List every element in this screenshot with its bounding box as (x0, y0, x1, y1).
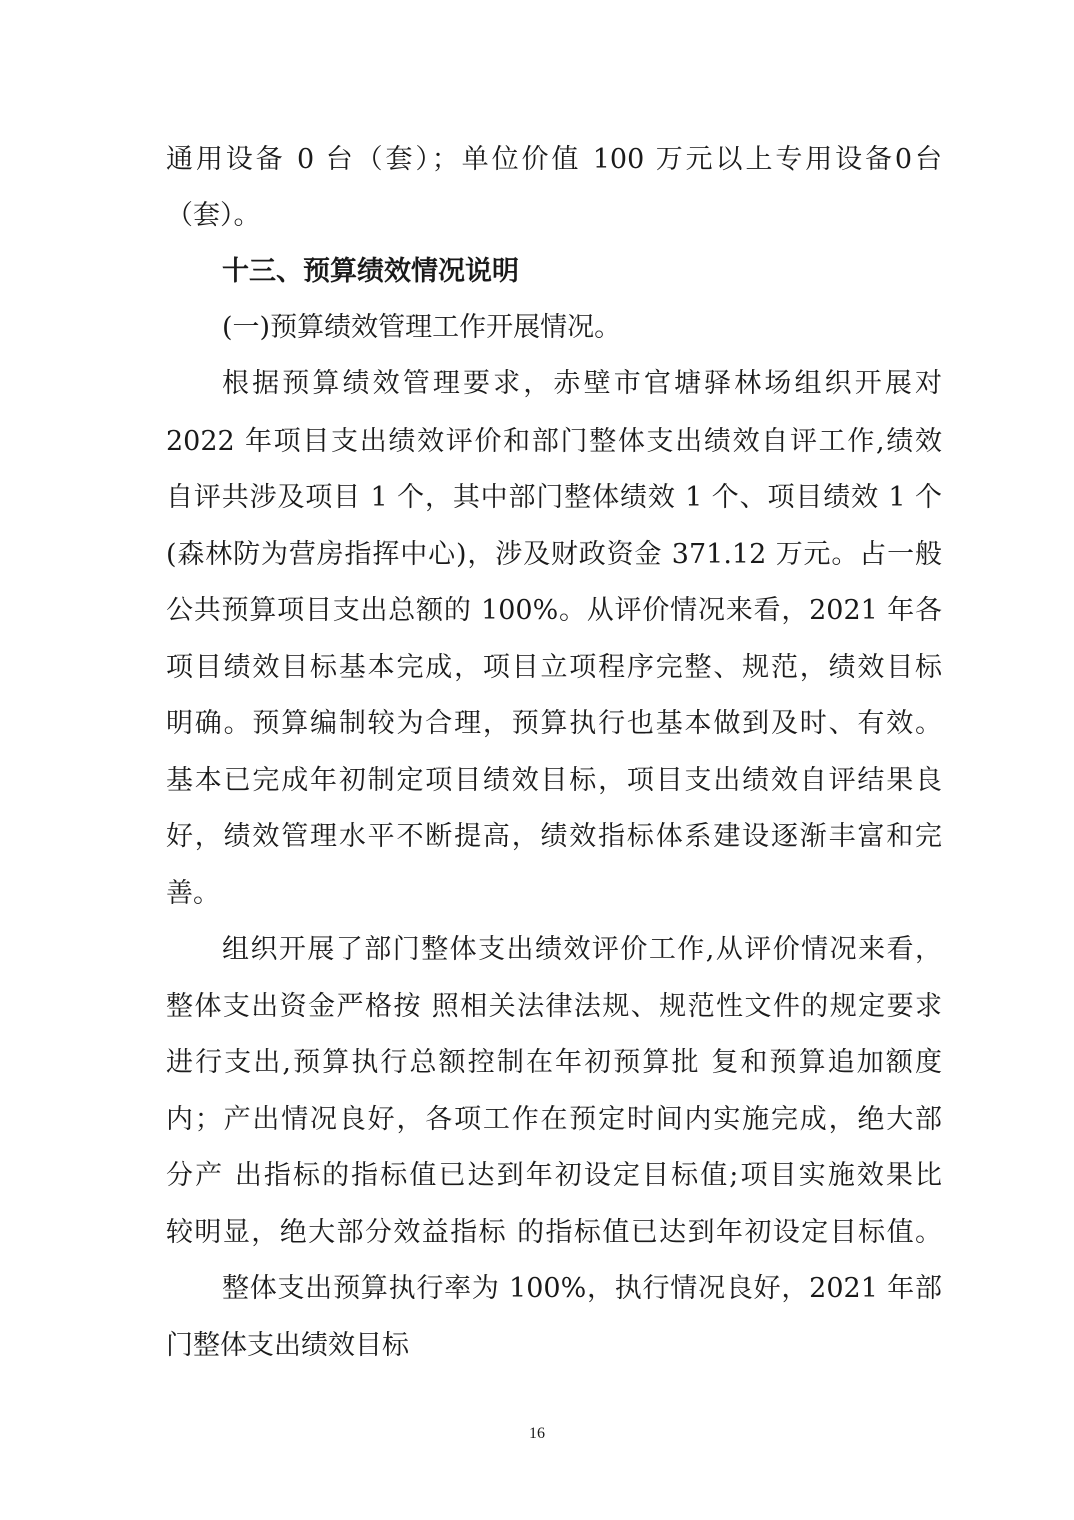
text-line: (森林防为营房指挥中心)，涉及财政资金 371.12 万元。占一般 (166, 539, 942, 570)
text-line: 整体支出资金严格按 照相关法律法规、规范性文件的规定要求 (166, 991, 942, 1022)
text-line: （套）。 (166, 200, 261, 231)
text-line: 门整体支出绩效目标 (166, 1330, 409, 1361)
text-line: 组织开展了部门整体支出绩效评价工作,从评价情况来看， (222, 934, 942, 965)
text-line: 2022 年项目支出绩效评价和部门整体支出绩效自评工作,绩效 (166, 426, 942, 457)
text-line: 整体支出预算执行率为 100%，执行情况良好，2021 年部 (222, 1273, 942, 1304)
text-line: 较明显，绝大部分效益指标 的指标值已达到年初设定目标值。 (166, 1217, 942, 1248)
page-number: 16 (529, 1425, 545, 1442)
text-line: 内；产出情况良好，各项工作在预定时间内实施完成，绝大部 (166, 1104, 942, 1135)
text-line: 好，绩效管理水平不断提高，绩效指标体系建设逐渐丰富和完 (166, 821, 942, 852)
section-heading: 十三、预算绩效情况说明 (222, 256, 519, 287)
text-line: 公共预算项目支出总额的 100%。从评价情况来看，2021 年各 (166, 595, 942, 626)
text-line: 明确。预算编制较为合理，预算执行也基本做到及时、有效。 (166, 708, 942, 739)
text-line: 通用设备 0 台（套）；单位价值 100 万元以上专用设备0台 (166, 144, 942, 175)
text-line: 善。 (166, 878, 220, 909)
text-line: 基本已完成年初制定项目绩效目标，项目支出绩效自评结果良 (166, 765, 942, 796)
text-line: 分产 出指标的指标值已达到年初设定目标值;项目实施效果比 (166, 1160, 942, 1191)
text-line: 进行支出,预算执行总额控制在年初预算批 复和预算追加额度 (166, 1047, 942, 1078)
subsection-heading: (一)预算绩效管理工作开展情况。 (222, 312, 622, 343)
text-line: 根据预算绩效管理要求，赤壁市官塘驿林场组织开展对 (222, 368, 942, 399)
text-line: 自评共涉及项目 1 个，其中部门整体绩效 1 个、项目绩效 1 个 (166, 482, 942, 513)
text-line: 项目绩效目标基本完成，项目立项程序完整、规范，绩效目标 (166, 652, 942, 683)
